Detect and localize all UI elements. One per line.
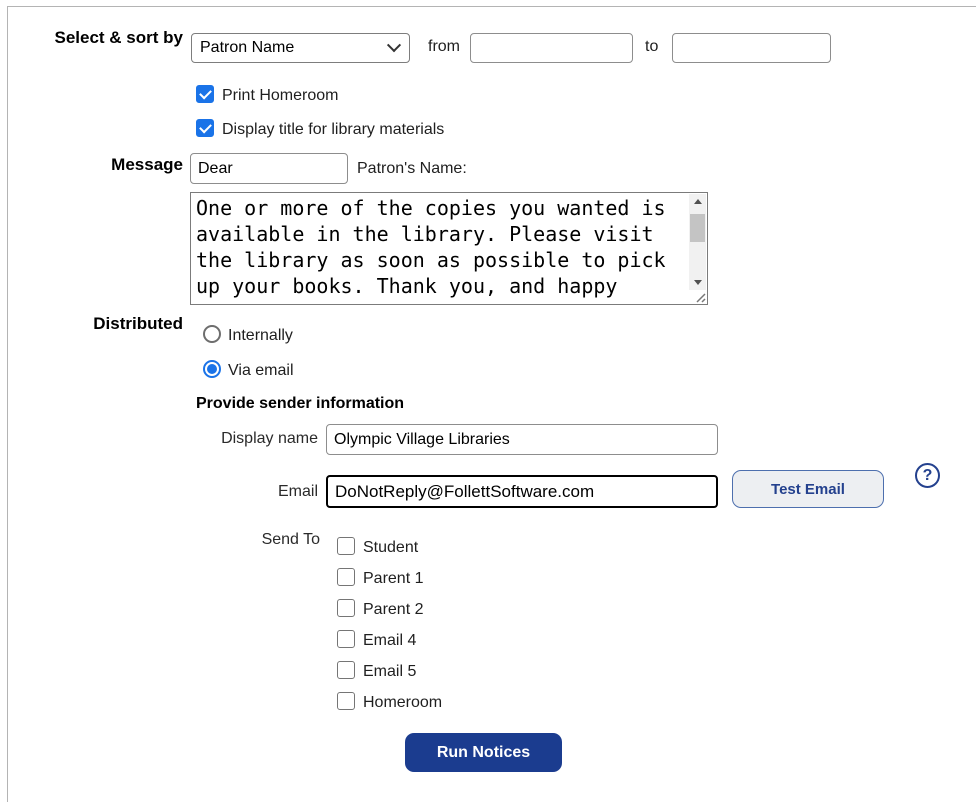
test-email-button[interactable]: Test Email xyxy=(732,470,884,508)
send-to-email5-checkbox[interactable] xyxy=(337,661,355,679)
scroll-up-icon[interactable] xyxy=(689,194,706,209)
display-title-label: Display title for library materials xyxy=(222,121,445,138)
send-to-student-checkbox[interactable] xyxy=(337,537,355,555)
send-to-parent2-checkbox[interactable] xyxy=(337,599,355,617)
send-to-parent1-label: Parent 1 xyxy=(363,570,424,587)
email-label: Email xyxy=(277,483,318,500)
message-label: Message xyxy=(111,155,183,174)
email-input[interactable] xyxy=(326,475,718,508)
send-to-email5-label: Email 5 xyxy=(363,663,417,680)
send-to-label: Send To xyxy=(261,531,320,548)
print-homeroom-checkbox[interactable] xyxy=(196,85,214,103)
scroll-down-icon[interactable] xyxy=(689,275,706,290)
greeting-suffix-label: Patron's Name: xyxy=(357,160,467,177)
from-label: from xyxy=(428,38,460,55)
scrollbar-thumb[interactable] xyxy=(690,214,705,242)
via-email-label: Via email xyxy=(228,362,294,379)
checkmark-icon xyxy=(199,86,212,99)
from-input[interactable] xyxy=(470,33,633,63)
checkmark-icon xyxy=(199,120,212,133)
via-email-radio[interactable] xyxy=(203,360,221,378)
provide-sender-heading: Provide sender information xyxy=(196,395,405,412)
send-to-email4-checkbox[interactable] xyxy=(337,630,355,648)
display-name-label: Display name xyxy=(221,430,318,447)
send-to-parent1-checkbox[interactable] xyxy=(337,568,355,586)
select-sort-label: Select & sort by xyxy=(54,28,183,47)
display-name-input[interactable] xyxy=(326,424,718,455)
help-icon[interactable]: ? xyxy=(915,463,940,488)
internally-radio[interactable] xyxy=(203,325,221,343)
resize-grip-icon[interactable] xyxy=(695,292,706,303)
internally-label: Internally xyxy=(228,327,293,344)
sort-by-select[interactable] xyxy=(191,33,410,63)
send-to-homeroom-label: Homeroom xyxy=(363,694,443,711)
radio-dot xyxy=(207,364,217,374)
message-text: One or more of the copies you wanted is available in the library. Please visit the library as soon as possible to pick up your books. Thank you, and happy xyxy=(196,196,678,298)
send-to-homeroom-checkbox[interactable] xyxy=(337,692,355,710)
print-homeroom-label: Print Homeroom xyxy=(222,87,339,104)
to-label: to xyxy=(645,38,659,55)
display-title-checkbox[interactable] xyxy=(196,119,214,137)
send-to-email4-label: Email 4 xyxy=(363,632,417,649)
chevron-down-icon xyxy=(387,38,401,52)
send-to-parent2-label: Parent 2 xyxy=(363,601,424,618)
textarea-scrollbar[interactable] xyxy=(689,194,706,290)
greeting-input[interactable] xyxy=(190,153,348,184)
message-textarea[interactable] xyxy=(190,192,708,305)
sort-by-selected-value: Patron Name xyxy=(200,39,295,56)
distributed-label: Distributed xyxy=(93,314,183,333)
run-notices-button[interactable]: Run Notices xyxy=(405,733,562,772)
send-to-student-label: Student xyxy=(363,539,419,556)
panel-border xyxy=(7,6,976,802)
to-input[interactable] xyxy=(672,33,831,63)
